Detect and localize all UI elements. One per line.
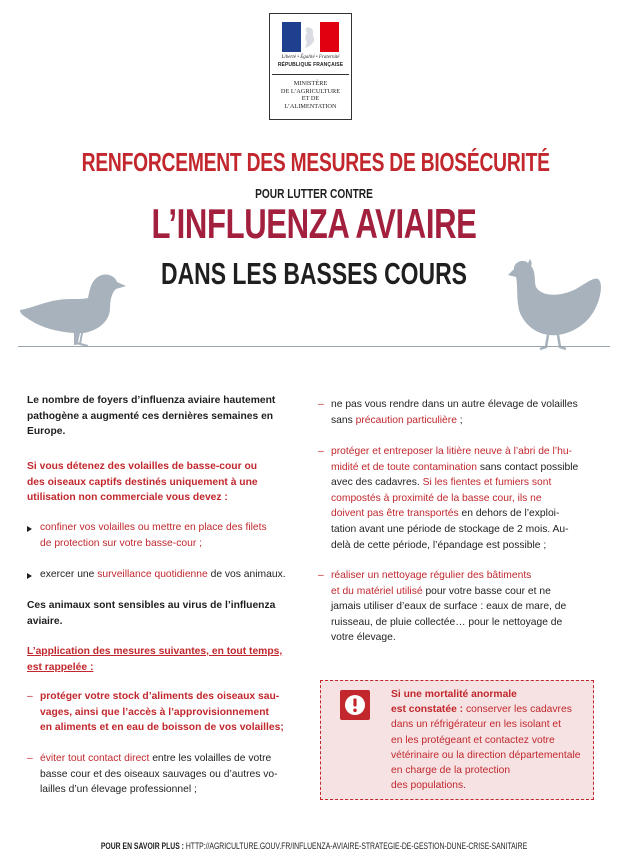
bullet-triangle-icon [27, 573, 32, 579]
footer-url-link[interactable]: HTTP://AGRICULTURE.GOUV.FR/INFLUENZA-AVIAIRE-STRATEGIE-DE-GESTION-DUNE-CRISE-SANITAIRE [185, 841, 528, 852]
exclamation-icon [340, 690, 370, 720]
ministry-logo [269, 13, 352, 120]
bullet-confine: confiner vos volailles ou mettre en place des filets de protection sur votre basse-cour ; [40, 522, 267, 549]
headline-subtitle: POUR LUTTER CONTRE [255, 186, 373, 201]
headline-main: L’INFLUENZA AVIAIRE [151, 200, 477, 247]
dash-marker: – [27, 691, 33, 702]
republic-label: RÉPUBLIQUE FRANÇAISE [277, 62, 344, 68]
item-feed-stock: protéger votre stock d’aliments des oiseaux sau- vages, ainsi que l’accès à l’approvisionnement en aliments et en eau de boisson de vos volailles; [40, 691, 284, 734]
recall-heading: L’application des mesures suivantes, en tout temps, est rappelée : [27, 646, 283, 673]
bullet-triangle-icon [27, 526, 32, 532]
sensitive-paragraph: Ces animaux sont sensibles au virus de l’influenza aviaire. [27, 600, 276, 627]
duck-icon [18, 270, 128, 350]
item-avoid-contact: éviter tout contact direct entre les volailles de votre basse cour et des oiseaux sauvages ou d’autres vo- lailles d’un élevage professionnel ; [40, 753, 278, 796]
dash-marker: – [318, 570, 324, 581]
headline-basses-cours: DANS LES BASSES COURS [161, 256, 467, 291]
item-cleaning: réaliser un nettoyage régulier des bâtiments et du matériel utilisé pour votre basse cour et ne jamais utiliser d’eaux de surface : eaux de mare, de ruisseau, de pluie collectée… pour le nettoyage de votre élevage. [331, 570, 567, 644]
owners-paragraph: Si vous détenez des volailles de basse-cour ou des oiseaux captifs destinés uniquement à une utilisation non commerciale vous devez : [27, 461, 258, 504]
dash-marker: – [318, 446, 324, 457]
ministry-name: MINISTÈRE DE L’AGRICULTURE ET DE L’ALIMENTATION [280, 80, 341, 110]
dash-marker: – [27, 753, 33, 764]
hen-icon [500, 255, 610, 351]
republic-motto: Liberté • Égalité • Fraternité [281, 55, 340, 60]
item-no-visit: ne pas vous rendre dans un autre élevage de volailles sans précaution particulière ; [331, 399, 578, 426]
headline-biosecurity: RENFORCEMENT DES MESURES DE BIOSÉCURITÉ [81, 147, 550, 177]
french-flag-icon [282, 22, 339, 52]
footer-more-info: POUR EN SAVOIR PLUS : HTTP://AGRICULTURE.GOUV.FR/INFLUENZA-AVIAIRE-STRATEGIE-DE-GESTION-DUNE-CRISE-SANITAIRE [100, 841, 528, 852]
dash-marker: – [318, 399, 324, 410]
bullet-surveillance: exercer une surveillance quotidienne de vos animaux. [40, 569, 286, 580]
intro-paragraph: Le nombre de foyers d’influenza aviaire hautement pathogène a augmenté ces dernières semaines en Europe. [27, 395, 276, 438]
header-divider [18, 346, 610, 347]
alert-text: Si une mortalité anormale est constatée : conserver les cadavres dans un réfrigérateur en les isolant et en les protégeant et contactez votre vétérinaire ou la direction départementale en charge de la protection des populations. [391, 689, 581, 792]
logo-divider [272, 74, 349, 75]
item-litter: protéger et entreposer la litière neuve à l’abri de l’hu- midité et de toute contamination sans contact possible avec des cadavres. Si les fientes et fumiers sont compostés à proximité de la basse cour, ils ne doivent pas être transportés en dehors de l’exploi- tation avant une période de stockage de 2 mois. Au- delà de cette période, l’épandage est possible ; [331, 446, 579, 551]
